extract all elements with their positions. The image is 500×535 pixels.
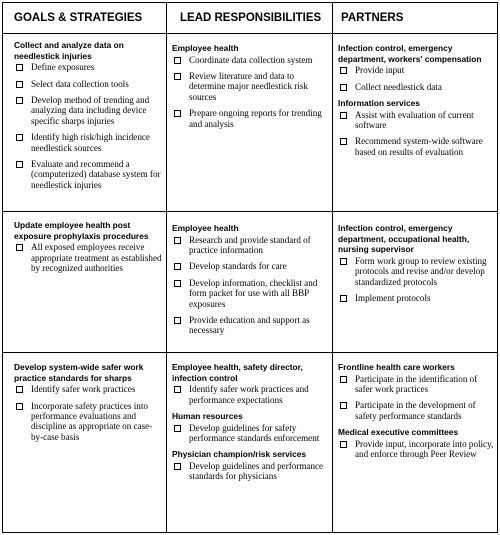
- item-text: Provide input, incorporate into policy, and enforce through Peer Review: [355, 438, 494, 460]
- column-divider: [166, 3, 167, 532]
- partner-item-list: [338, 439, 495, 460]
- lead-item: [172, 261, 329, 271]
- partners-cell: [338, 362, 495, 466]
- partner-item: [338, 136, 495, 157]
- checkbox-icon: [340, 84, 347, 91]
- lead-item: [172, 384, 329, 405]
- lead-cell: [172, 43, 329, 135]
- goal-item: [14, 62, 164, 72]
- partner-item: [338, 110, 495, 131]
- strategy-table: [2, 2, 498, 533]
- lead-item: [172, 235, 329, 256]
- item-text: Develop guidelines and performance standards for physicians: [189, 461, 324, 482]
- item-text: Develop information, checklist and form packet for use with all BBP exposures: [189, 277, 318, 309]
- lead-item-list: [172, 384, 329, 405]
- lead-title: Human resources: [172, 411, 243, 421]
- checkbox-icon: [340, 295, 347, 302]
- item-text: Participate in the identification of safer work practices: [355, 373, 478, 394]
- item-text: Collect needlestick data: [355, 81, 442, 92]
- checkbox-icon: [340, 67, 347, 74]
- goal-item: [14, 242, 164, 273]
- checkbox-icon: [174, 73, 181, 80]
- goal-item-list: [14, 62, 164, 190]
- checkbox-icon: [340, 112, 347, 119]
- item-text: All exposed employees receive appropriate treatment as established by recognized authorities: [31, 242, 162, 273]
- checkbox-icon: [174, 317, 181, 324]
- item-text: Identify safer work practices: [31, 384, 136, 395]
- goal-item-list: [14, 242, 164, 273]
- header-goals-strategies: GOALS & STRATEGIES: [14, 12, 143, 24]
- partner-item: [338, 293, 495, 303]
- goal-title: Collect and analyze data on needlestick injuries: [14, 40, 124, 61]
- item-text: Select data collection tools: [31, 78, 129, 89]
- item-text: Recommend system-wide software based on results of evaluation: [355, 136, 483, 157]
- lead-item-list: [172, 423, 329, 444]
- partner-group: [338, 98, 495, 157]
- column-divider: [332, 3, 333, 532]
- item-text: Define exposures: [31, 62, 95, 73]
- checkbox-icon: [174, 237, 181, 244]
- checkbox-icon: [16, 161, 23, 168]
- lead-group: [172, 362, 329, 405]
- goal-title: Update employee health post exposure prophylaxis procedures: [14, 220, 149, 241]
- partner-item: [338, 256, 495, 287]
- lead-item: [172, 315, 329, 336]
- goal-cell: [14, 40, 164, 196]
- goal-item: [14, 95, 164, 126]
- partner-group: [338, 223, 495, 303]
- partner-item-list: [338, 256, 495, 304]
- item-text: Participate in the development of safety performance standards: [355, 400, 476, 421]
- lead-item: [172, 71, 329, 102]
- row-divider: [3, 352, 497, 353]
- partner-title: Infection control, emergency department, workers' compensation: [338, 43, 482, 64]
- checkbox-icon: [340, 138, 347, 145]
- item-text: Provide input: [355, 65, 405, 76]
- goal-item: [14, 401, 164, 443]
- checkbox-icon: [16, 134, 23, 141]
- checkbox-icon: [16, 97, 23, 104]
- item-text: Identify high risk/high incidence needlestick sources: [31, 132, 150, 153]
- lead-group: [172, 223, 329, 336]
- partner-title: Frontline health care workers: [338, 362, 455, 372]
- checkbox-icon: [174, 263, 181, 270]
- lead-title: Employee health, safety director, infection control: [172, 362, 303, 383]
- lead-cell: [172, 223, 329, 342]
- partner-item-list: [338, 374, 495, 422]
- item-text: Evaluate and recommend a (computerized) database system for needlestick injuries: [31, 159, 161, 190]
- row-divider: [3, 211, 497, 212]
- checkbox-icon: [340, 441, 347, 448]
- lead-item: [172, 461, 329, 482]
- partner-title: Medical executive committees: [338, 427, 459, 438]
- checkbox-icon: [174, 280, 181, 287]
- checkbox-icon: [174, 386, 181, 393]
- checkbox-icon: [16, 403, 23, 410]
- goal-cell: [14, 220, 164, 279]
- lead-title: Employee health: [172, 223, 239, 233]
- lead-item: [172, 55, 329, 65]
- lead-cell: [172, 362, 329, 488]
- goal-item: [14, 159, 164, 190]
- lead-item: [172, 278, 329, 309]
- item-text: Form work group to review existing protocols and revise and/or develop standardized protocols: [355, 255, 487, 287]
- partner-item: [338, 439, 495, 460]
- partner-title: Infection control, emergency department, occupational health, nursing supervisor: [338, 223, 470, 255]
- lead-item-list: [172, 235, 329, 336]
- checkbox-icon: [16, 81, 23, 88]
- item-text: Prepare ongoing reports for trending and analysis: [189, 108, 322, 129]
- checkbox-icon: [340, 402, 347, 409]
- partner-item: [338, 400, 495, 421]
- lead-item-list: [172, 461, 329, 482]
- goal-title: Develop system-wide safer work practice standards for sharps: [14, 362, 144, 383]
- goal-item: [14, 79, 164, 89]
- goal-item-list: [14, 384, 164, 442]
- partner-group: [338, 362, 495, 421]
- checkbox-icon: [340, 376, 347, 383]
- item-text: Research and provide standard of practice information: [189, 234, 311, 255]
- header-lead-responsibilities: LEAD RESPONSIBILITIES: [180, 12, 322, 24]
- lead-group: [172, 449, 329, 481]
- checkbox-icon: [174, 110, 181, 117]
- lead-item-list: [172, 55, 329, 129]
- goal-cell: [14, 362, 164, 448]
- checkbox-icon: [174, 463, 181, 470]
- partner-group: [338, 427, 495, 459]
- partner-item-list: [338, 110, 495, 158]
- checkbox-icon: [340, 258, 347, 265]
- item-text: Develop method of trending and analyzing data including device specific sharps injuries: [31, 95, 150, 126]
- item-text: Develop guidelines for safety performance standards enforcement: [189, 422, 320, 443]
- partners-cell: [338, 43, 495, 163]
- checkbox-icon: [174, 57, 181, 64]
- item-text: Provide education and support as necessary: [189, 315, 310, 336]
- partner-group: [338, 43, 495, 92]
- lead-group: [172, 43, 329, 129]
- item-text: Develop standards for care: [189, 261, 287, 272]
- item-text: Implement protocols: [355, 293, 431, 303]
- partner-item: [338, 374, 495, 395]
- lead-item: [172, 423, 329, 444]
- checkbox-icon: [16, 386, 23, 393]
- goal-item: [14, 384, 164, 394]
- partner-item-list: [338, 65, 495, 92]
- partner-title: Information services: [338, 98, 420, 108]
- partner-item: [338, 65, 495, 75]
- item-text: Coordinate data collection system: [189, 54, 313, 65]
- lead-title: Physician champion/risk services: [172, 449, 307, 460]
- checkbox-icon: [16, 64, 23, 71]
- lead-title: Employee health: [172, 43, 239, 53]
- item-text: Assist with evaluation of current software: [355, 109, 474, 130]
- header-partners: PARTNERS: [341, 12, 404, 24]
- checkbox-icon: [174, 425, 181, 432]
- item-text: Review literature and data to determine major needlestick risk sources: [189, 71, 308, 102]
- partner-item: [338, 82, 495, 92]
- lead-group: [172, 411, 329, 443]
- goal-item: [14, 132, 164, 153]
- partners-cell: [338, 223, 495, 309]
- header-row: [3, 3, 497, 34]
- item-text: Identify safer work practices and performance expectations: [189, 384, 309, 405]
- item-text: Incorporate safety practices into performance evaluations and discipline as appropriate on case-by-case basis: [31, 400, 153, 442]
- checkbox-icon: [16, 244, 23, 251]
- lead-item: [172, 108, 329, 129]
